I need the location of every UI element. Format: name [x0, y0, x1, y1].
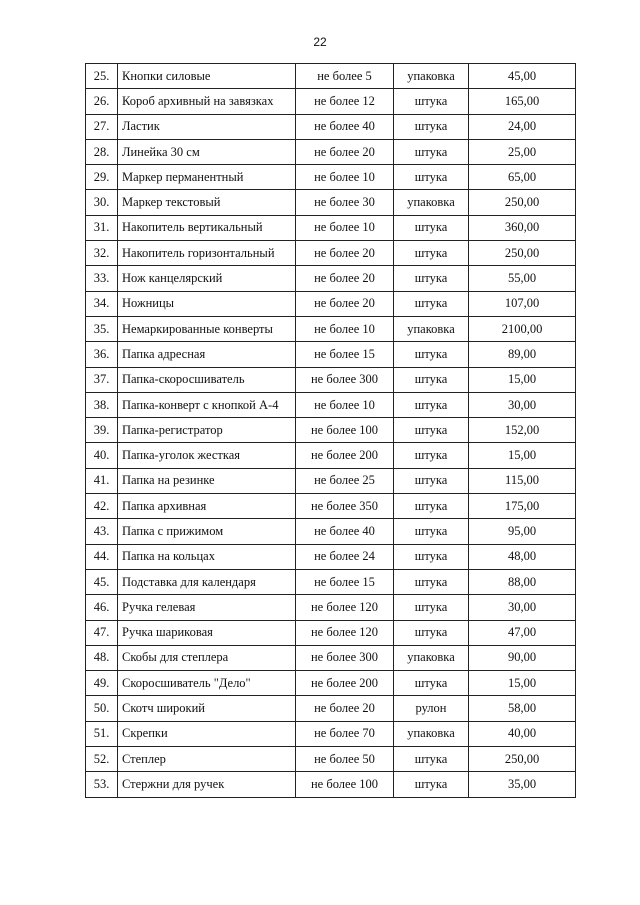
item-quantity: не более 12 [296, 89, 394, 114]
item-price: 30,00 [469, 595, 576, 620]
row-number: 27. [86, 114, 118, 139]
item-quantity: не более 20 [296, 266, 394, 291]
item-quantity: не более 200 [296, 671, 394, 696]
item-name: Скрепки [118, 721, 296, 746]
item-name: Линейка 30 см [118, 139, 296, 164]
item-unit: упаковка [394, 64, 469, 89]
table-row [86, 468, 576, 493]
item-unit: штука [394, 291, 469, 316]
row-number: 50. [86, 696, 118, 721]
item-price: 107,00 [469, 291, 576, 316]
item-unit: штука [394, 544, 469, 569]
item-price: 360,00 [469, 215, 576, 240]
item-price: 30,00 [469, 392, 576, 417]
item-price: 65,00 [469, 165, 576, 190]
item-name: Кнопки силовые [118, 64, 296, 89]
item-unit: штука [394, 468, 469, 493]
item-name: Ластик [118, 114, 296, 139]
item-name: Немаркированные конверты [118, 316, 296, 341]
table-row [86, 645, 576, 670]
row-number: 42. [86, 494, 118, 519]
item-quantity: не более 300 [296, 367, 394, 392]
item-price: 89,00 [469, 342, 576, 367]
table-row [86, 721, 576, 746]
item-quantity: не более 350 [296, 494, 394, 519]
item-price: 15,00 [469, 443, 576, 468]
item-quantity: не более 30 [296, 190, 394, 215]
table-row [86, 89, 576, 114]
item-quantity: не более 100 [296, 772, 394, 797]
item-price: 250,00 [469, 190, 576, 215]
item-name: Степлер [118, 747, 296, 772]
row-number: 38. [86, 392, 118, 417]
item-quantity: не более 20 [296, 139, 394, 164]
row-number: 29. [86, 165, 118, 190]
table-row [86, 620, 576, 645]
row-number: 47. [86, 620, 118, 645]
table-row [86, 544, 576, 569]
item-quantity: не более 120 [296, 595, 394, 620]
item-quantity: не более 10 [296, 215, 394, 240]
item-price: 55,00 [469, 266, 576, 291]
item-price: 115,00 [469, 468, 576, 493]
item-name: Папка-уголок жесткая [118, 443, 296, 468]
item-price: 15,00 [469, 367, 576, 392]
row-number: 25. [86, 64, 118, 89]
table-row [86, 747, 576, 772]
row-number: 39. [86, 418, 118, 443]
item-price: 250,00 [469, 747, 576, 772]
item-name: Подставка для календаря [118, 569, 296, 594]
item-price: 88,00 [469, 569, 576, 594]
table-row [86, 165, 576, 190]
row-number: 46. [86, 595, 118, 620]
item-price: 90,00 [469, 645, 576, 670]
item-name: Скобы для степлера [118, 645, 296, 670]
item-name: Ручка шариковая [118, 620, 296, 645]
table-row [86, 595, 576, 620]
item-name: Папка архивная [118, 494, 296, 519]
table-row [86, 342, 576, 367]
item-quantity: не более 300 [296, 645, 394, 670]
row-number: 48. [86, 645, 118, 670]
items-table-body [86, 64, 576, 798]
item-unit: штука [394, 418, 469, 443]
item-name: Накопитель горизонтальный [118, 241, 296, 266]
table-row [86, 671, 576, 696]
item-unit: штука [394, 747, 469, 772]
row-number: 35. [86, 316, 118, 341]
item-unit: штука [394, 215, 469, 240]
item-name: Нож канцелярский [118, 266, 296, 291]
table-row [86, 696, 576, 721]
item-name: Скотч широкий [118, 696, 296, 721]
table-row [86, 443, 576, 468]
item-unit: рулон [394, 696, 469, 721]
row-number: 53. [86, 772, 118, 797]
item-price: 58,00 [469, 696, 576, 721]
item-price: 152,00 [469, 418, 576, 443]
item-quantity: не более 70 [296, 721, 394, 746]
item-price: 95,00 [469, 519, 576, 544]
item-quantity: не более 200 [296, 443, 394, 468]
item-name: Короб архивный на завязках [118, 89, 296, 114]
row-number: 43. [86, 519, 118, 544]
item-price: 40,00 [469, 721, 576, 746]
item-unit: штука [394, 241, 469, 266]
table-row [86, 772, 576, 797]
item-name: Папка с прижимом [118, 519, 296, 544]
item-name: Накопитель вертикальный [118, 215, 296, 240]
item-unit: штука [394, 569, 469, 594]
item-unit: упаковка [394, 316, 469, 341]
item-unit: штука [394, 772, 469, 797]
row-number: 40. [86, 443, 118, 468]
table-row [86, 241, 576, 266]
item-unit: штука [394, 595, 469, 620]
item-unit: штука [394, 671, 469, 696]
row-number: 26. [86, 89, 118, 114]
item-name: Ножницы [118, 291, 296, 316]
row-number: 28. [86, 139, 118, 164]
table-row [86, 139, 576, 164]
item-price: 15,00 [469, 671, 576, 696]
item-name: Маркер перманентный [118, 165, 296, 190]
item-price: 25,00 [469, 139, 576, 164]
row-number: 41. [86, 468, 118, 493]
table-row [86, 569, 576, 594]
table-row [86, 418, 576, 443]
table-row [86, 266, 576, 291]
item-price: 45,00 [469, 64, 576, 89]
row-number: 33. [86, 266, 118, 291]
item-quantity: не более 40 [296, 114, 394, 139]
row-number: 34. [86, 291, 118, 316]
row-number: 36. [86, 342, 118, 367]
table-row [86, 291, 576, 316]
item-price: 47,00 [469, 620, 576, 645]
item-quantity: не более 10 [296, 165, 394, 190]
item-quantity: не более 40 [296, 519, 394, 544]
item-name: Папка адресная [118, 342, 296, 367]
item-name: Папка на кольцах [118, 544, 296, 569]
item-price: 165,00 [469, 89, 576, 114]
item-quantity: не более 25 [296, 468, 394, 493]
item-quantity: не более 15 [296, 569, 394, 594]
item-unit: штука [394, 620, 469, 645]
row-number: 30. [86, 190, 118, 215]
item-quantity: не более 15 [296, 342, 394, 367]
item-quantity: не более 5 [296, 64, 394, 89]
table-row [86, 190, 576, 215]
item-name: Ручка гелевая [118, 595, 296, 620]
item-quantity: не более 100 [296, 418, 394, 443]
item-unit: штука [394, 114, 469, 139]
item-name: Папка-конверт с кнопкой А-4 [118, 392, 296, 417]
row-number: 49. [86, 671, 118, 696]
item-quantity: не более 20 [296, 291, 394, 316]
item-unit: штука [394, 519, 469, 544]
table-row [86, 64, 576, 89]
row-number: 52. [86, 747, 118, 772]
item-name: Папка на резинке [118, 468, 296, 493]
item-price: 24,00 [469, 114, 576, 139]
item-unit: штука [394, 139, 469, 164]
item-unit: упаковка [394, 190, 469, 215]
item-quantity: не более 20 [296, 241, 394, 266]
item-quantity: не более 10 [296, 316, 394, 341]
row-number: 45. [86, 569, 118, 594]
table-row [86, 215, 576, 240]
table-row [86, 367, 576, 392]
item-price: 48,00 [469, 544, 576, 569]
item-quantity: не более 24 [296, 544, 394, 569]
item-unit: штука [394, 266, 469, 291]
item-unit: штука [394, 494, 469, 519]
row-number: 51. [86, 721, 118, 746]
item-unit: штука [394, 165, 469, 190]
row-number: 31. [86, 215, 118, 240]
table-row [86, 494, 576, 519]
item-unit: штука [394, 443, 469, 468]
item-unit: упаковка [394, 721, 469, 746]
table-row [86, 114, 576, 139]
page-number: 22 [313, 35, 327, 49]
item-name: Скоросшиватель "Дело" [118, 671, 296, 696]
item-name: Папка-регистратор [118, 418, 296, 443]
item-unit: штука [394, 342, 469, 367]
item-quantity: не более 10 [296, 392, 394, 417]
item-quantity: не более 120 [296, 620, 394, 645]
table-row [86, 392, 576, 417]
item-unit: штука [394, 392, 469, 417]
item-name: Маркер текстовый [118, 190, 296, 215]
item-quantity: не более 50 [296, 747, 394, 772]
item-price: 35,00 [469, 772, 576, 797]
item-name: Стержни для ручек [118, 772, 296, 797]
item-price: 2100,00 [469, 316, 576, 341]
item-unit: штука [394, 367, 469, 392]
items-table [85, 63, 576, 798]
item-price: 250,00 [469, 241, 576, 266]
row-number: 44. [86, 544, 118, 569]
item-unit: штука [394, 89, 469, 114]
item-name: Папка-скоросшиватель [118, 367, 296, 392]
item-quantity: не более 20 [296, 696, 394, 721]
item-unit: упаковка [394, 645, 469, 670]
table-row [86, 316, 576, 341]
row-number: 37. [86, 367, 118, 392]
table-row [86, 519, 576, 544]
row-number: 32. [86, 241, 118, 266]
item-price: 175,00 [469, 494, 576, 519]
